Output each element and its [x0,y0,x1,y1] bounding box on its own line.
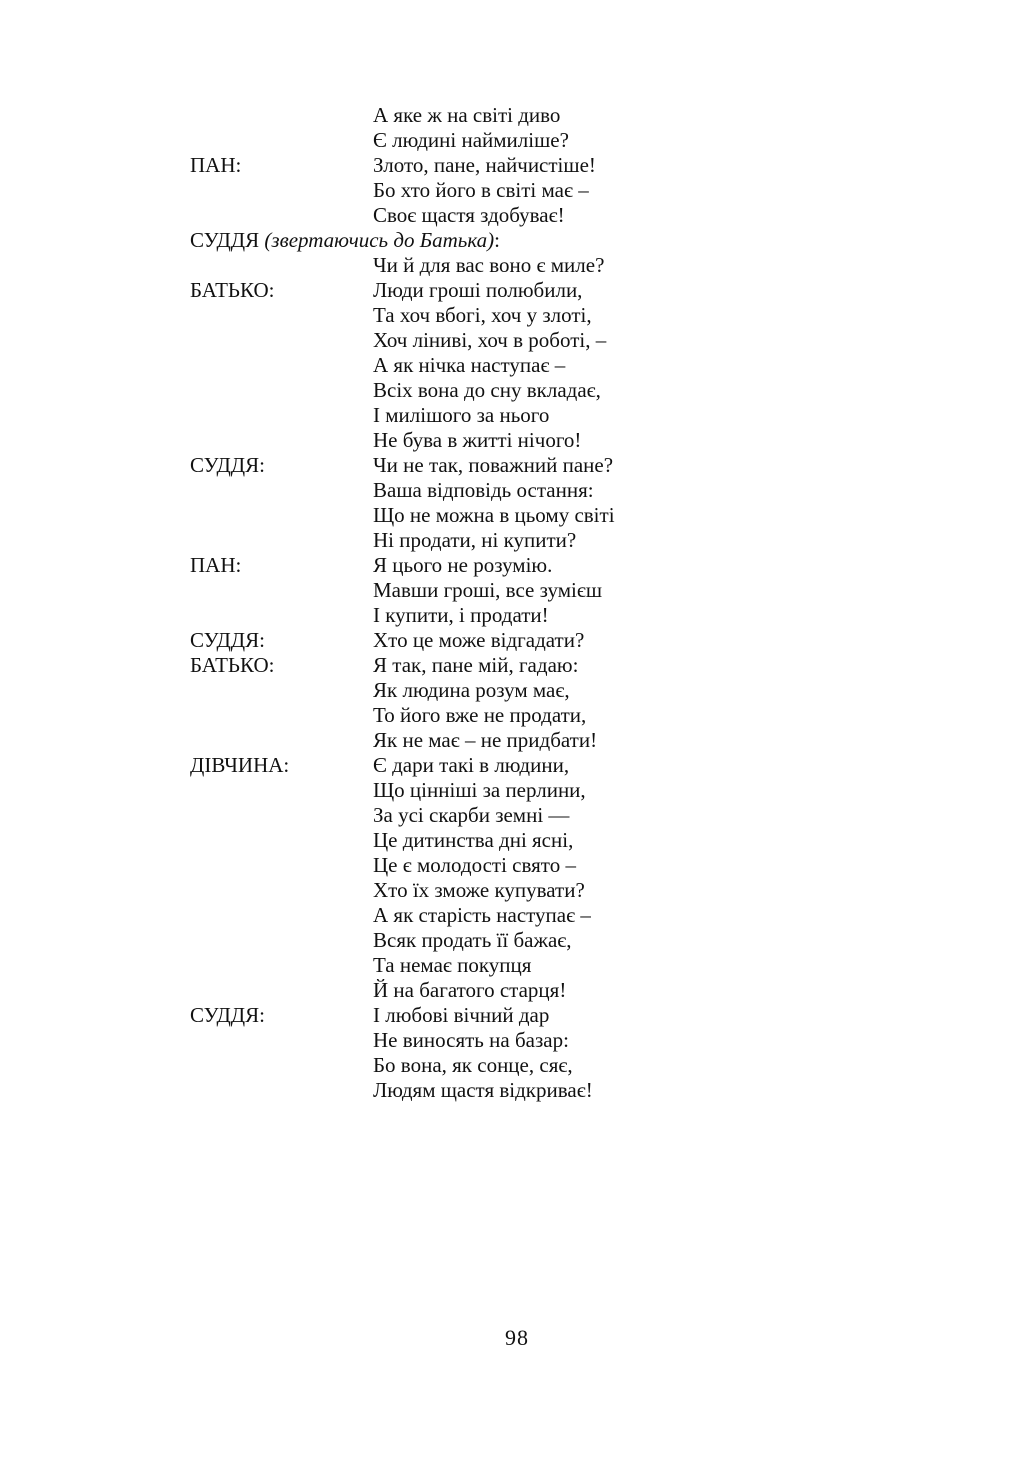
play-script [190,103,710,1103]
script-line [190,278,710,303]
script-line [190,578,710,603]
speaker-name: ДІВЧИНА: [190,753,290,777]
verse-line: Ваша відповідь остання: [373,478,594,502]
speaker-name: ПАН: [190,153,242,177]
script-line [190,178,710,203]
script-line [190,703,710,728]
verse-line: Людям щастя відкриває! [373,1078,593,1102]
script-line [190,628,710,653]
verse-line: Є людині наймиліше? [373,128,569,152]
verse-line: Своє щастя здобуває! [373,203,565,227]
verse-line: Бо вона, як сонце, сяє, [373,1053,573,1077]
script-line [190,478,710,503]
stage-direction-colon: : [494,228,500,252]
verse-line: Мавши гроші, все зумієш [373,578,603,602]
script-line [190,1003,710,1028]
script-line [190,728,710,753]
speaker-name: СУДДЯ: [190,628,265,652]
script-line [190,453,710,478]
verse-line: А яке ж на світі диво [373,103,561,127]
script-line [190,353,710,378]
verse-line: А як нічка наступає – [373,353,566,377]
verse-line: Не виносять на базар: [373,1028,569,1052]
script-line [190,103,710,128]
speaker-name: ПАН: [190,553,242,577]
script-line [190,603,710,628]
stage-direction [190,228,500,253]
verse-line: Злото, пане, найчистіше! [373,153,596,177]
speaker-name: БАТЬКО: [190,653,275,677]
verse-line: Як не має – не придбати! [373,728,598,752]
script-line [190,378,710,403]
script-line [190,1053,710,1078]
script-line [190,528,710,553]
verse-line: Чи й для вас воно є миле? [373,253,605,277]
script-line [190,953,710,978]
speaker-name: СУДДЯ: [190,453,265,477]
script-line [190,828,710,853]
script-line [190,128,710,153]
script-line [190,428,710,453]
script-line [190,878,710,903]
script-line [190,678,710,703]
verse-line: Чи не так, поважний пане? [373,453,614,477]
stage-direction-line [190,228,710,253]
page-number: 98 [505,1325,529,1350]
verse-line: Це є молодості свято – [373,853,576,877]
verse-line: Що не можна в цьому світі [373,503,615,527]
script-line [190,1028,710,1053]
verse-line: Всіх вона до сну вкладає, [373,378,601,402]
script-line [190,553,710,578]
script-line [190,503,710,528]
verse-line: Я так, пане мій, гадаю: [373,653,579,677]
script-line [190,803,710,828]
script-line [190,203,710,228]
verse-line: То його вже не продати, [373,703,587,727]
verse-line: Хто це може відгадати? [373,628,585,652]
script-line [190,753,710,778]
script-line [190,903,710,928]
script-line [190,853,710,878]
script-line [190,653,710,678]
script-line [190,1078,710,1103]
verse-line: Й на багатого старця! [373,978,567,1002]
verse-line: Та хоч вбогі, хоч у злоті, [373,303,592,327]
speaker-name: БАТЬКО: [190,278,275,302]
script-line [190,253,710,278]
verse-line: А як старість наступає – [373,903,591,927]
script-line [190,928,710,953]
verse-line: Бо хто його в світі має – [373,178,589,202]
script-line [190,303,710,328]
verse-line: Ні продати, ні купити? [373,528,577,552]
verse-line: Люди гроші полюбили, [373,278,583,302]
verse-line: Та немає покупця [373,953,532,977]
verse-line: Це дитинства дні ясні, [373,828,574,852]
verse-line: Не бува в житті нічого! [373,428,582,452]
verse-line: За усі скарби земні — [373,803,570,827]
verse-line: Хоч ліниві, хоч в роботі, – [373,328,607,352]
script-line [190,403,710,428]
verse-line: Є дари такі в людини, [373,753,570,777]
script-line [190,778,710,803]
speaker-name: СУДДЯ [190,228,260,252]
verse-line: І купити, і продати! [373,603,549,627]
verse-line: Як людина розум має, [373,678,570,702]
verse-line: Що цінніші за перлини, [373,778,586,802]
verse-line: Хто їх зможе купувати? [373,878,585,902]
script-line [190,328,710,353]
script-line [190,978,710,1003]
verse-line: І милішого за нього [373,403,550,427]
script-line [190,153,710,178]
verse-line: Всяк продать її бажає, [373,928,572,952]
speaker-name: СУДДЯ: [190,1003,265,1027]
stage-direction-text: (звертаючись до Батька) [264,228,495,252]
verse-line: Я цього не розумію. [373,553,553,577]
verse-line: І любові вічний дар [373,1003,550,1027]
